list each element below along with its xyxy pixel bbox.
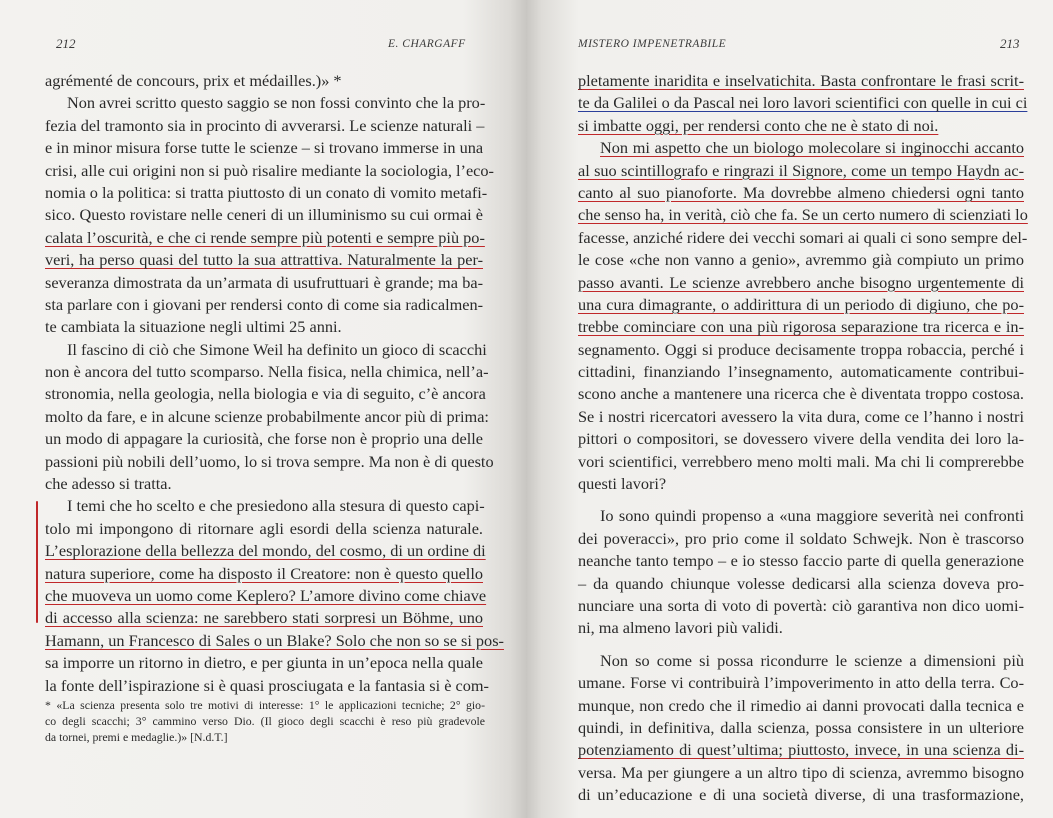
text-line: di un’educazione e di una società diverse, di una trasformazione, [578,785,1024,805]
text-line: sico. Questo rovistare nelle ceneri di un illuminismo su cui ormai è [45,205,483,225]
text-line: tolo mi impongono di ritornare agli esordi della scienza naturale. [45,518,483,538]
text-line-underlined: natura superiore, come ha disposto il Creatore: non è questo quello [45,563,483,583]
text-line-underlined: si imbatte oggi, per rendersi conto che ne è stato di noi. [578,115,939,135]
text-line-underlined: pletamente inaridita e inselvatichita. Basta confrontare le frasi scrit- [578,71,1024,90]
left-page-number: 212 [56,36,76,51]
right-page-number: 213 [1000,36,1020,51]
text-line: che adesso si tratta. [45,474,172,494]
text-line: agrémenté de concours, prix et médailles.)» * [45,71,342,90]
text-line: umane. Forse vi contribuirà l’impoverimento in atto della terra. Co- [578,673,1024,693]
text-line: vori scientifici, verrebbero meno molti mali. Ma chi li comprerebbe [578,451,1024,471]
text-line: severanza dimostrata da un’armata di usufruttuari è grande; ma ba- [45,272,483,292]
text-line: versa. Ma per giungere a un altro tipo di scienza, avremmo bisogno [578,762,1024,782]
text-line: ni, ma almeno lavori più validi. [578,618,783,638]
text-line-underlined: veri, ha perso quasi del tutto la sua attrattiva. Naturalmente la per- [45,250,483,270]
text-line-underlined: Hamann, un Francesco di Sales o un Blake? Solo che non so se si pos- [45,630,504,650]
text-line: un modo di appagare la curiosità, che forse non è proprio una delle [45,429,483,449]
footnote-line: co degli scacchi; 3° cammino verso Dio. (Il gioco degli scacchi è reso più gradevole [45,714,485,728]
text-line: pittori o compositori, se dovessero vivere della vendita dei loro la- [578,429,1024,449]
text-line: nunciare una sorta di voto di povertà: ciò garantiva non dico uomi- [578,595,1024,615]
text-line: sa imporre un ritorno in dietro, e per giunta in un’epoca nella quale [45,653,483,673]
text-line-underlined: Non mi aspetto che un biologo molecolare si inginocchi accanto [600,138,1024,158]
text-line-underlined: di accesso alla scienza: ne sarebbero stati sorpresi un Böhme, uno [45,608,483,628]
right-running-head: MISTERO IMPENETRABILE [578,38,727,50]
text-line-underlined: che muoveva un uomo come Keplero? L’amore divino come chiave [45,585,487,605]
text-line: Non avrei scritto questo saggio se non fossi convinto che la pro- [67,93,486,113]
right-body-text [578,70,1028,807]
text-line: molto da fare, e in alcune scienze probabilmente ancor più di prima: [45,406,489,426]
text-line: quindi, in definitiva, dalla scienza, possa consistere in un ulteriore [578,717,1024,737]
text-line-underlined: al suo scintillografo e ringrazi il Signore, come un tempo Haydn ac- [578,160,1024,180]
text-line: munque, non credo che il rimedio ai danni provocati dalla tecnica e [578,695,1024,715]
text-line: facesse, anziché ridere dei vecchi somari ai quali ci sono sempre del- [578,227,1028,247]
text-line: scono anche a mantenere una ricerca che è diventata troppo costosa. [578,384,1024,404]
footnote [45,697,485,745]
left-page [0,0,526,818]
text-line: stronomia, nella geologia, nella biologia e via di seguito, c’è ancora [45,384,486,404]
text-line-underlined: L’esplorazione della bellezza del mondo, del cosmo, di un ordine di [45,541,486,561]
text-line: e in minor misura forse tutte le scienze – si trovano immerse in una [45,138,484,158]
text-line-underlined: una cura dimagrante, o addirittura di un periodo di digiuno, che po- [578,294,1024,314]
text-line: la fonte dell’ispirazione si è quasi prosciugata e la fantasia si è com- [45,675,489,695]
text-line-underlined: passo avanti. Le scienze avrebbero anche bisogno urgentemente di [578,272,1024,292]
text-line: segnamento. Oggi si produce decisamente troppa robaccia, perché i [578,339,1024,359]
left-body-text [45,70,504,697]
text-line: sta parlare con i giovani per rendersi conto di come sia radicalmen- [45,294,484,314]
text-line: fezia del tramonto sia in procinto di avverarsi. Le scienze naturali – [45,115,485,135]
text-line-underlined: potenziamento di quest’ultima; piuttosto, invece, in una scienza di- [578,740,1024,760]
text-line-underlined: te da Galilei o da Pascal nei loro lavori scientifici con quelle in cui ci [578,93,1028,113]
margin-annotation-line [36,501,38,623]
text-line: non è ancora del tutto scomparso. Nella fisica, nella chimica, nell’a- [45,362,489,382]
text-line-underlined: calata l’oscurità, e che ci rende sempre più potenti e sempre più po- [45,227,485,247]
text-line: le cose «che non vanno a genio», avremmo già compiuto un primo [578,250,1024,270]
text-line: nomia o la politica: si tratta piuttosto di un conato di vomito metafi- [45,182,488,202]
text-line: dei poveracci», pro prio come il soldato Schwejk. Non è trascorso [578,528,1024,548]
footnote-line: da tornei, premi e medaglie.)» [N.d.T.] [45,730,228,744]
text-line-underlined: che senso ha, in verità, ciò che fa. Se un certo numero di scienziati lo [578,205,1028,225]
left-running-head: E. CHARGAFF [388,38,466,50]
text-line: neanche tanto tempo – e io stesso faccio parte di quella generazione [578,551,1024,571]
text-line-underlined: trebbe cominciare con una più rigorosa separazione tra ricerca e in- [578,317,1024,337]
text-line-underlined: canto al suo pianoforte. Ma dovrebbe almeno chiedersi ogni tanto [578,182,1024,202]
text-line: te cambiata la situazione negli ultimi 25 anni. [45,317,342,337]
footnote-line: * «La scienza presenta solo tre motivi di interesse: 1° le applicazioni tecniche; 2° gio- [45,698,485,712]
right-page [526,0,1053,818]
text-line: Il fascino di ciò che Simone Weil ha definito un gioco di scacchi [67,339,487,359]
text-line: crisi, alle cui origini non si può risalire mediante la sociologia, l’eco- [45,160,494,180]
text-line: cittadini, finanziando l’insegnamento, automaticamente contribui- [578,362,1024,382]
text-line: passioni più nobili dell’uomo, lo si trova sempre. Ma non è di questo [45,451,494,471]
text-line: I temi che ho scelto e che presiedono alla stesura di questo capi- [67,496,485,516]
text-line: Se i nostri ricercatori avessero la vita dura, come ce l’hanno i nostri [578,406,1024,426]
text-line: Io sono quindi propenso a «una maggiore severità nei confronti [600,506,1024,526]
text-line: Non so come si possa ricondurre le scienze a dimensioni più [600,650,1024,670]
text-line: – da quando chiunque volesse dedicarsi alla scienza doveva pro- [578,573,1024,593]
text-line: questi lavori? [578,474,667,494]
